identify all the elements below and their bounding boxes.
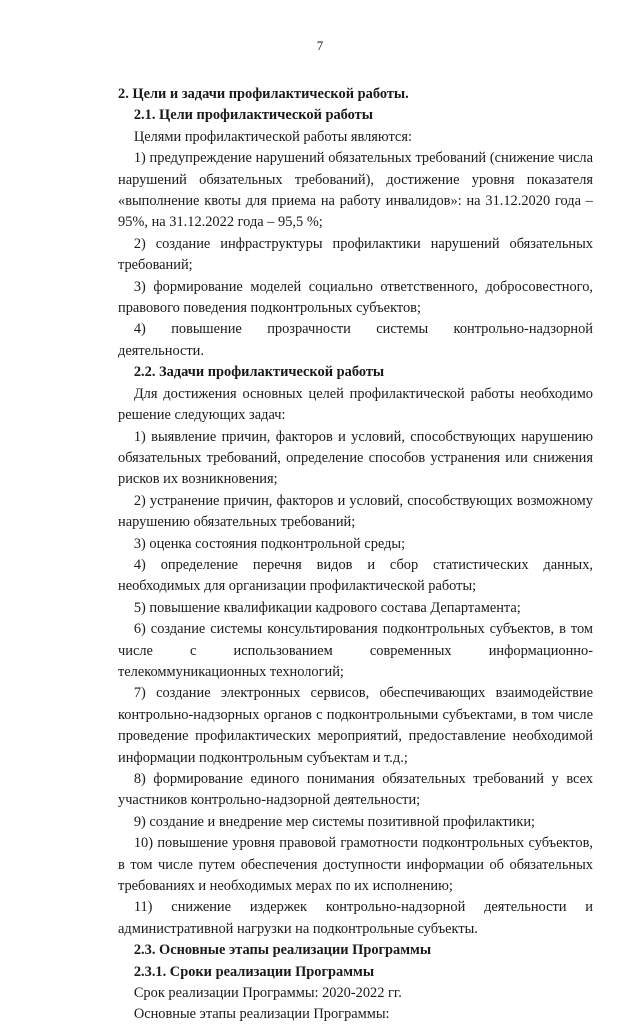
list-item: 2) устранение причин, факторов и условий, способствующих возможному нарушению обязательных требований;	[118, 492, 593, 531]
list-item: 1) выявление причин, факторов и условий, способствующих нарушению обязательных требований, определение способов устранения или снижения рисков их возникновения;	[118, 428, 593, 488]
document-body	[118, 84, 593, 1026]
list-item: 6) создание системы консультирования подконтрольных субъектов, в том числе с использованием современных информационно-телекоммуникационных технологий;	[118, 621, 593, 680]
section-heading: 2. Цели и задачи профилактической работы.	[118, 86, 409, 102]
paragraph: Для достижения основных целей профилактической работы необходимо решение следующих задач:	[118, 385, 593, 424]
subsection-heading: 2.3. Основные этапы реализации Программы	[133, 942, 432, 959]
list-item: 1) предупреждение нарушений обязательных требований (снижение числа нарушений обязательных требований), достижение уровня показателя «выполнение квоты для приема на работу инвалидов»: на 31.12.2020 года – 95%, на 31.12.2022 года – 95,5 %;	[118, 150, 593, 231]
subsection-heading: 2.1. Цели профилактической работы	[133, 107, 373, 124]
list-item: 4) определение перечня видов и сбор статистических данных, необходимых для организации профилактической работы;	[118, 556, 593, 595]
page-number: 7	[316, 38, 324, 53]
subsection-heading: 2.3.1. Сроки реализации Программы	[133, 963, 375, 980]
list-item: 3) оценка состояния подконтрольной среды;	[133, 535, 406, 552]
list-item: 5) повышение квалификации кадрового состава Департамента;	[133, 599, 521, 616]
list-item: 2) создание инфраструктуры профилактики нарушений обязательных требований;	[118, 235, 593, 274]
paragraph: Основные этапы реализации Программы:	[133, 1006, 390, 1023]
subsection-heading: 2.2. Задачи профилактической работы	[133, 364, 385, 381]
list-item: 4) повышение прозрачности системы контрольно-надзорной деятельности.	[118, 321, 593, 359]
list-item: 11) снижение издержек контрольно-надзорной деятельности и административной нагрузки на подконтрольные субъекты.	[118, 899, 593, 937]
list-item: 8) формирование единого понимания обязательных требований у всех участников контрольно-надзорной деятельности;	[118, 771, 593, 809]
list-item: 10) повышение уровня правовой грамотности подконтрольных субъектов, в том числе путем обеспечения доступности информации об обязательных требованиях и необходимых мерах по их исполнению;	[118, 835, 593, 895]
list-item: 9) создание и внедрение мер системы позитивной профилактики;	[133, 813, 536, 830]
paragraph: Целями профилактической работы являются:	[133, 128, 412, 145]
paragraph: Срок реализации Программы: 2020-2022 гг.	[133, 985, 402, 1002]
list-item: 3) формирование моделей социально ответственного, добросовестного, правового поведения подконтрольных субъектов;	[118, 278, 593, 317]
list-item: 7) создание электронных сервисов, обеспечивающих взаимодействие контрольно-надзорных органов с подконтрольными субъектами, в том числе проведение профилактических мероприятий, предоставление необходимой информации подконтрольным субъектам и т.д.;	[118, 685, 593, 766]
